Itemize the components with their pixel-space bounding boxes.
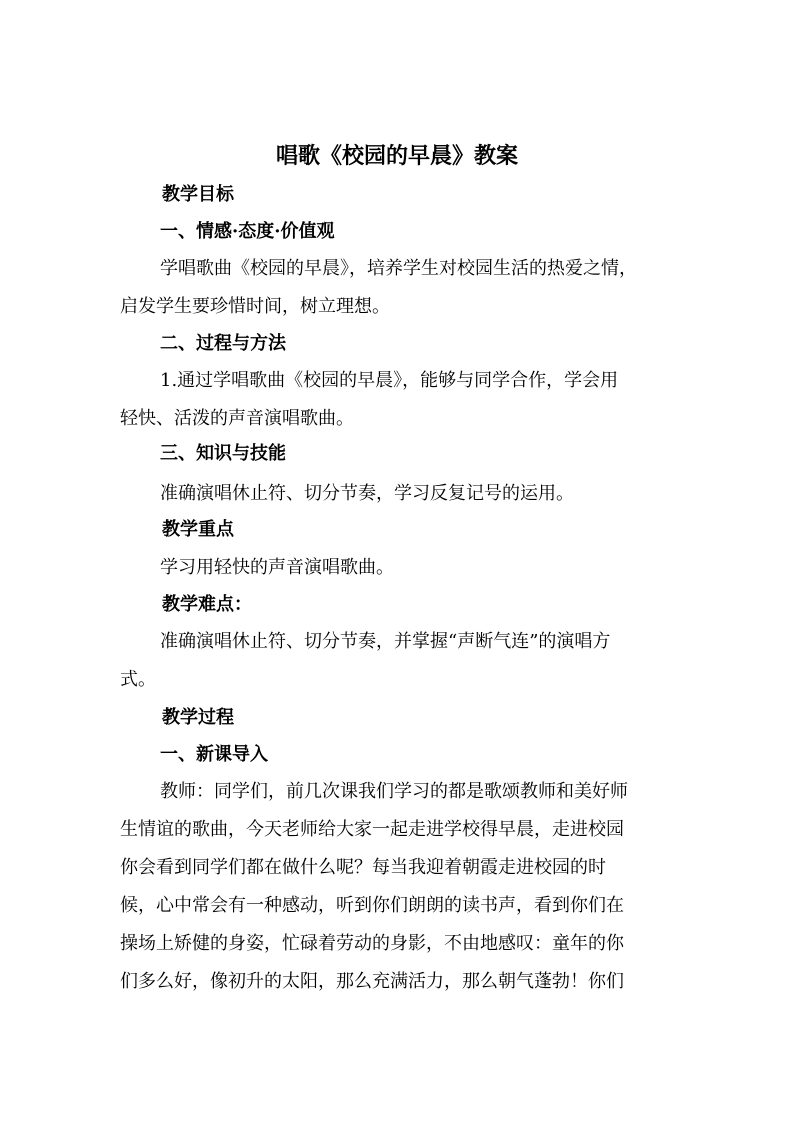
paragraph-line: 学唱歌曲《校园的早晨》，培养学生对校园生活的热爱之情， <box>160 258 637 279</box>
paragraph-line: 们多么好，像初升的太阳，那么充满活力，那么朝气蓬勃！你们 <box>120 971 624 992</box>
section-emotion-attitude-values: 一、情感·态度·价值观 <box>160 221 335 242</box>
paragraph-emotion-goals <box>120 250 680 326</box>
heading-teaching-process: 教学过程 <box>162 707 234 728</box>
paragraph-line: 操场上矫健的身姿，忙碌着劳动的身影，不由地感叹：童年的你 <box>120 933 624 954</box>
paragraph-line: 你会看到同学们都在做什么呢？每当我迎着朝霞走进校园的时 <box>120 857 606 878</box>
paragraph-line: 轻快、活泼的声音演唱歌曲。 <box>120 408 354 429</box>
paragraph-line: 教师：同学们，前几次课我们学习的都是歌颂教师和美好师 <box>160 781 628 802</box>
paragraph-line: 候，心中常会有一种感动，听到你们朗朗的读书声，看到你们在 <box>120 895 624 916</box>
document-title: 唱歌《校园的早晨》教案 <box>275 143 518 169</box>
paragraph-line: 1.通过学唱歌曲《校园的早晨》，能够与同学合作，学会用 <box>160 370 619 391</box>
paragraph-knowledge-skills: 准确演唱休止符、切分节奏，学习反复记号的运用。 <box>160 483 574 504</box>
heading-difficult-points: 教学难点： <box>162 594 252 615</box>
paragraph-process-methods <box>120 362 680 438</box>
section-process-methods: 二、过程与方法 <box>160 333 286 354</box>
paragraph-line: 式。 <box>120 669 156 690</box>
heading-key-points: 教学重点 <box>162 519 234 540</box>
paragraph-teacher-intro <box>120 773 680 1001</box>
paragraph-line: 生情谊的歌曲，今天老师给大家一起走进学校得早晨，走进校园 <box>120 819 624 840</box>
section-new-lesson-intro: 一、新课导入 <box>160 744 268 765</box>
paragraph-line: 准确演唱休止符、切分节奏，并掌握“声断气连”的演唱方 <box>160 631 611 652</box>
section-knowledge-skills: 三、知识与技能 <box>160 443 286 464</box>
paragraph-line: 启发学生要珍惜时间，树立理想。 <box>120 296 390 317</box>
paragraph-difficult-points <box>120 623 680 699</box>
paragraph-key-points: 学习用轻快的声音演唱歌曲。 <box>160 557 394 578</box>
heading-teaching-goals: 教学目标 <box>162 184 234 205</box>
